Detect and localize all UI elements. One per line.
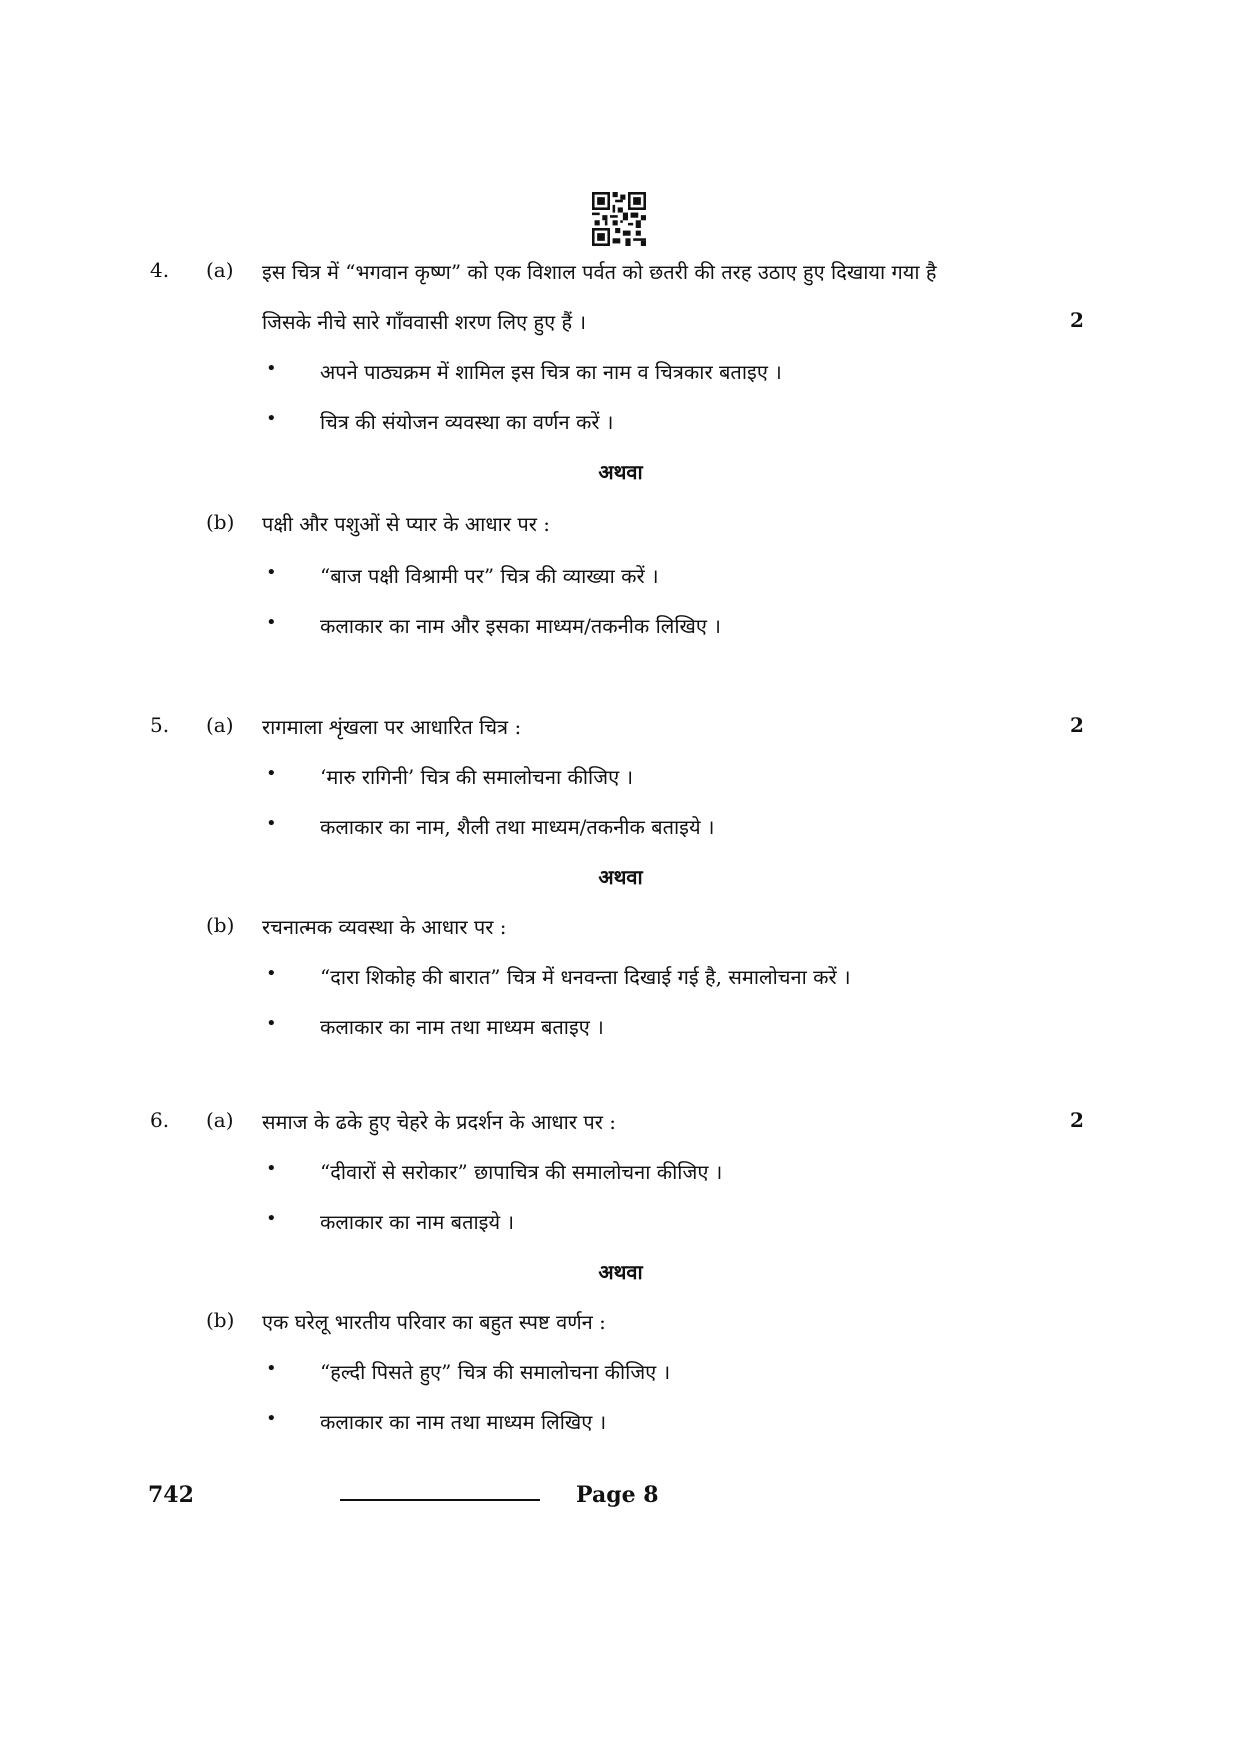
bullet-item: चित्र की संयोजन व्यवस्था का वर्णन करें । — [320, 410, 614, 434]
bullet-icon: • — [266, 1358, 277, 1379]
part-label: (a) — [206, 713, 234, 737]
page-number: Page 8 — [576, 1482, 659, 1508]
bullet-icon: • — [266, 763, 277, 784]
bullet-item: कलाकार का नाम बताइये । — [320, 1210, 515, 1234]
bullet-item: कलाकार का नाम तथा माध्यम बताइए । — [320, 1015, 604, 1039]
question-number: 6. — [150, 1108, 170, 1132]
question-text: रचनात्मक व्यवस्था के आधार पर : — [262, 915, 507, 939]
marks: 2 — [1070, 713, 1084, 737]
part-label: (b) — [206, 510, 235, 534]
part-label: (a) — [206, 258, 234, 282]
question-text: एक घरेलू भारतीय परिवार का बहुत स्पष्ट वर्णन : — [262, 1310, 606, 1334]
bullet-item: कलाकार का नाम, शैली तथा माध्यम/तकनीक बताइये । — [320, 815, 715, 839]
bullet-icon: • — [266, 562, 277, 583]
bullet-item: “दारा शिकोह की बारात” चित्र में धनवन्ता दिखाई गई है, समालोचना करें । — [320, 965, 851, 989]
question-number: 5. — [150, 713, 170, 737]
bullet-item: कलाकार का नाम तथा माध्यम लिखिए । — [320, 1410, 607, 1434]
bullet-icon: • — [266, 813, 277, 834]
question-text: जिसके नीचे सारे गाँववासी शरण लिए हुए हैं । — [262, 310, 587, 334]
part-label: (b) — [206, 913, 235, 937]
bullet-icon: • — [266, 1408, 277, 1429]
part-label: (a) — [206, 1108, 234, 1132]
bullet-icon: • — [266, 612, 277, 633]
question-text: समाज के ढके हुए चेहरे के प्रदर्शन के आधार पर : — [262, 1110, 617, 1134]
question-number: 4. — [150, 258, 170, 282]
marks: 2 — [1070, 308, 1084, 332]
bullet-item: कलाकार का नाम और इसका माध्यम/तकनीक लिखिए । — [320, 614, 721, 638]
or-separator: अथवा — [598, 460, 643, 484]
bullet-icon: • — [266, 1013, 277, 1034]
bullet-icon: • — [266, 408, 277, 429]
bullet-item: अपने पाठ्यक्रम में शामिल इस चित्र का नाम व चित्रकार बताइए । — [320, 360, 782, 384]
question-text: इस चित्र में “भगवान कृष्ण” को एक विशाल पर्वत को छतरी की तरह उठाए हुए दिखाया गया है — [262, 260, 937, 284]
bullet-icon: • — [266, 358, 277, 379]
paper-code: 742 — [148, 1482, 194, 1508]
bullet-item: “हल्दी पिसते हुए” चित्र की समालोचना कीजिए । — [320, 1360, 671, 1384]
bullet-icon: • — [266, 1158, 277, 1179]
footer-divider — [340, 1499, 540, 1501]
bullet-item: “दीवारों से सरोकार” छापाचित्र की समालोचना कीजिए । — [320, 1160, 723, 1184]
marks: 2 — [1070, 1108, 1084, 1132]
or-separator: अथवा — [598, 865, 643, 889]
bullet-item: “बाज पक्षी विश्रामी पर” चित्र की व्याख्या करें । — [320, 564, 659, 588]
bullet-icon: • — [266, 963, 277, 984]
bullet-icon: • — [266, 1208, 277, 1229]
part-label: (b) — [206, 1308, 235, 1332]
qr-code-icon — [592, 192, 646, 246]
question-text: रागमाला शृंखला पर आधारित चित्र : — [262, 715, 522, 739]
bullet-item: ‘मारु रागिनी’ चित्र की समालोचना कीजिए । — [320, 765, 634, 789]
question-text: पक्षी और पशुओं से प्यार के आधार पर : — [262, 512, 551, 536]
or-separator: अथवा — [598, 1260, 643, 1284]
